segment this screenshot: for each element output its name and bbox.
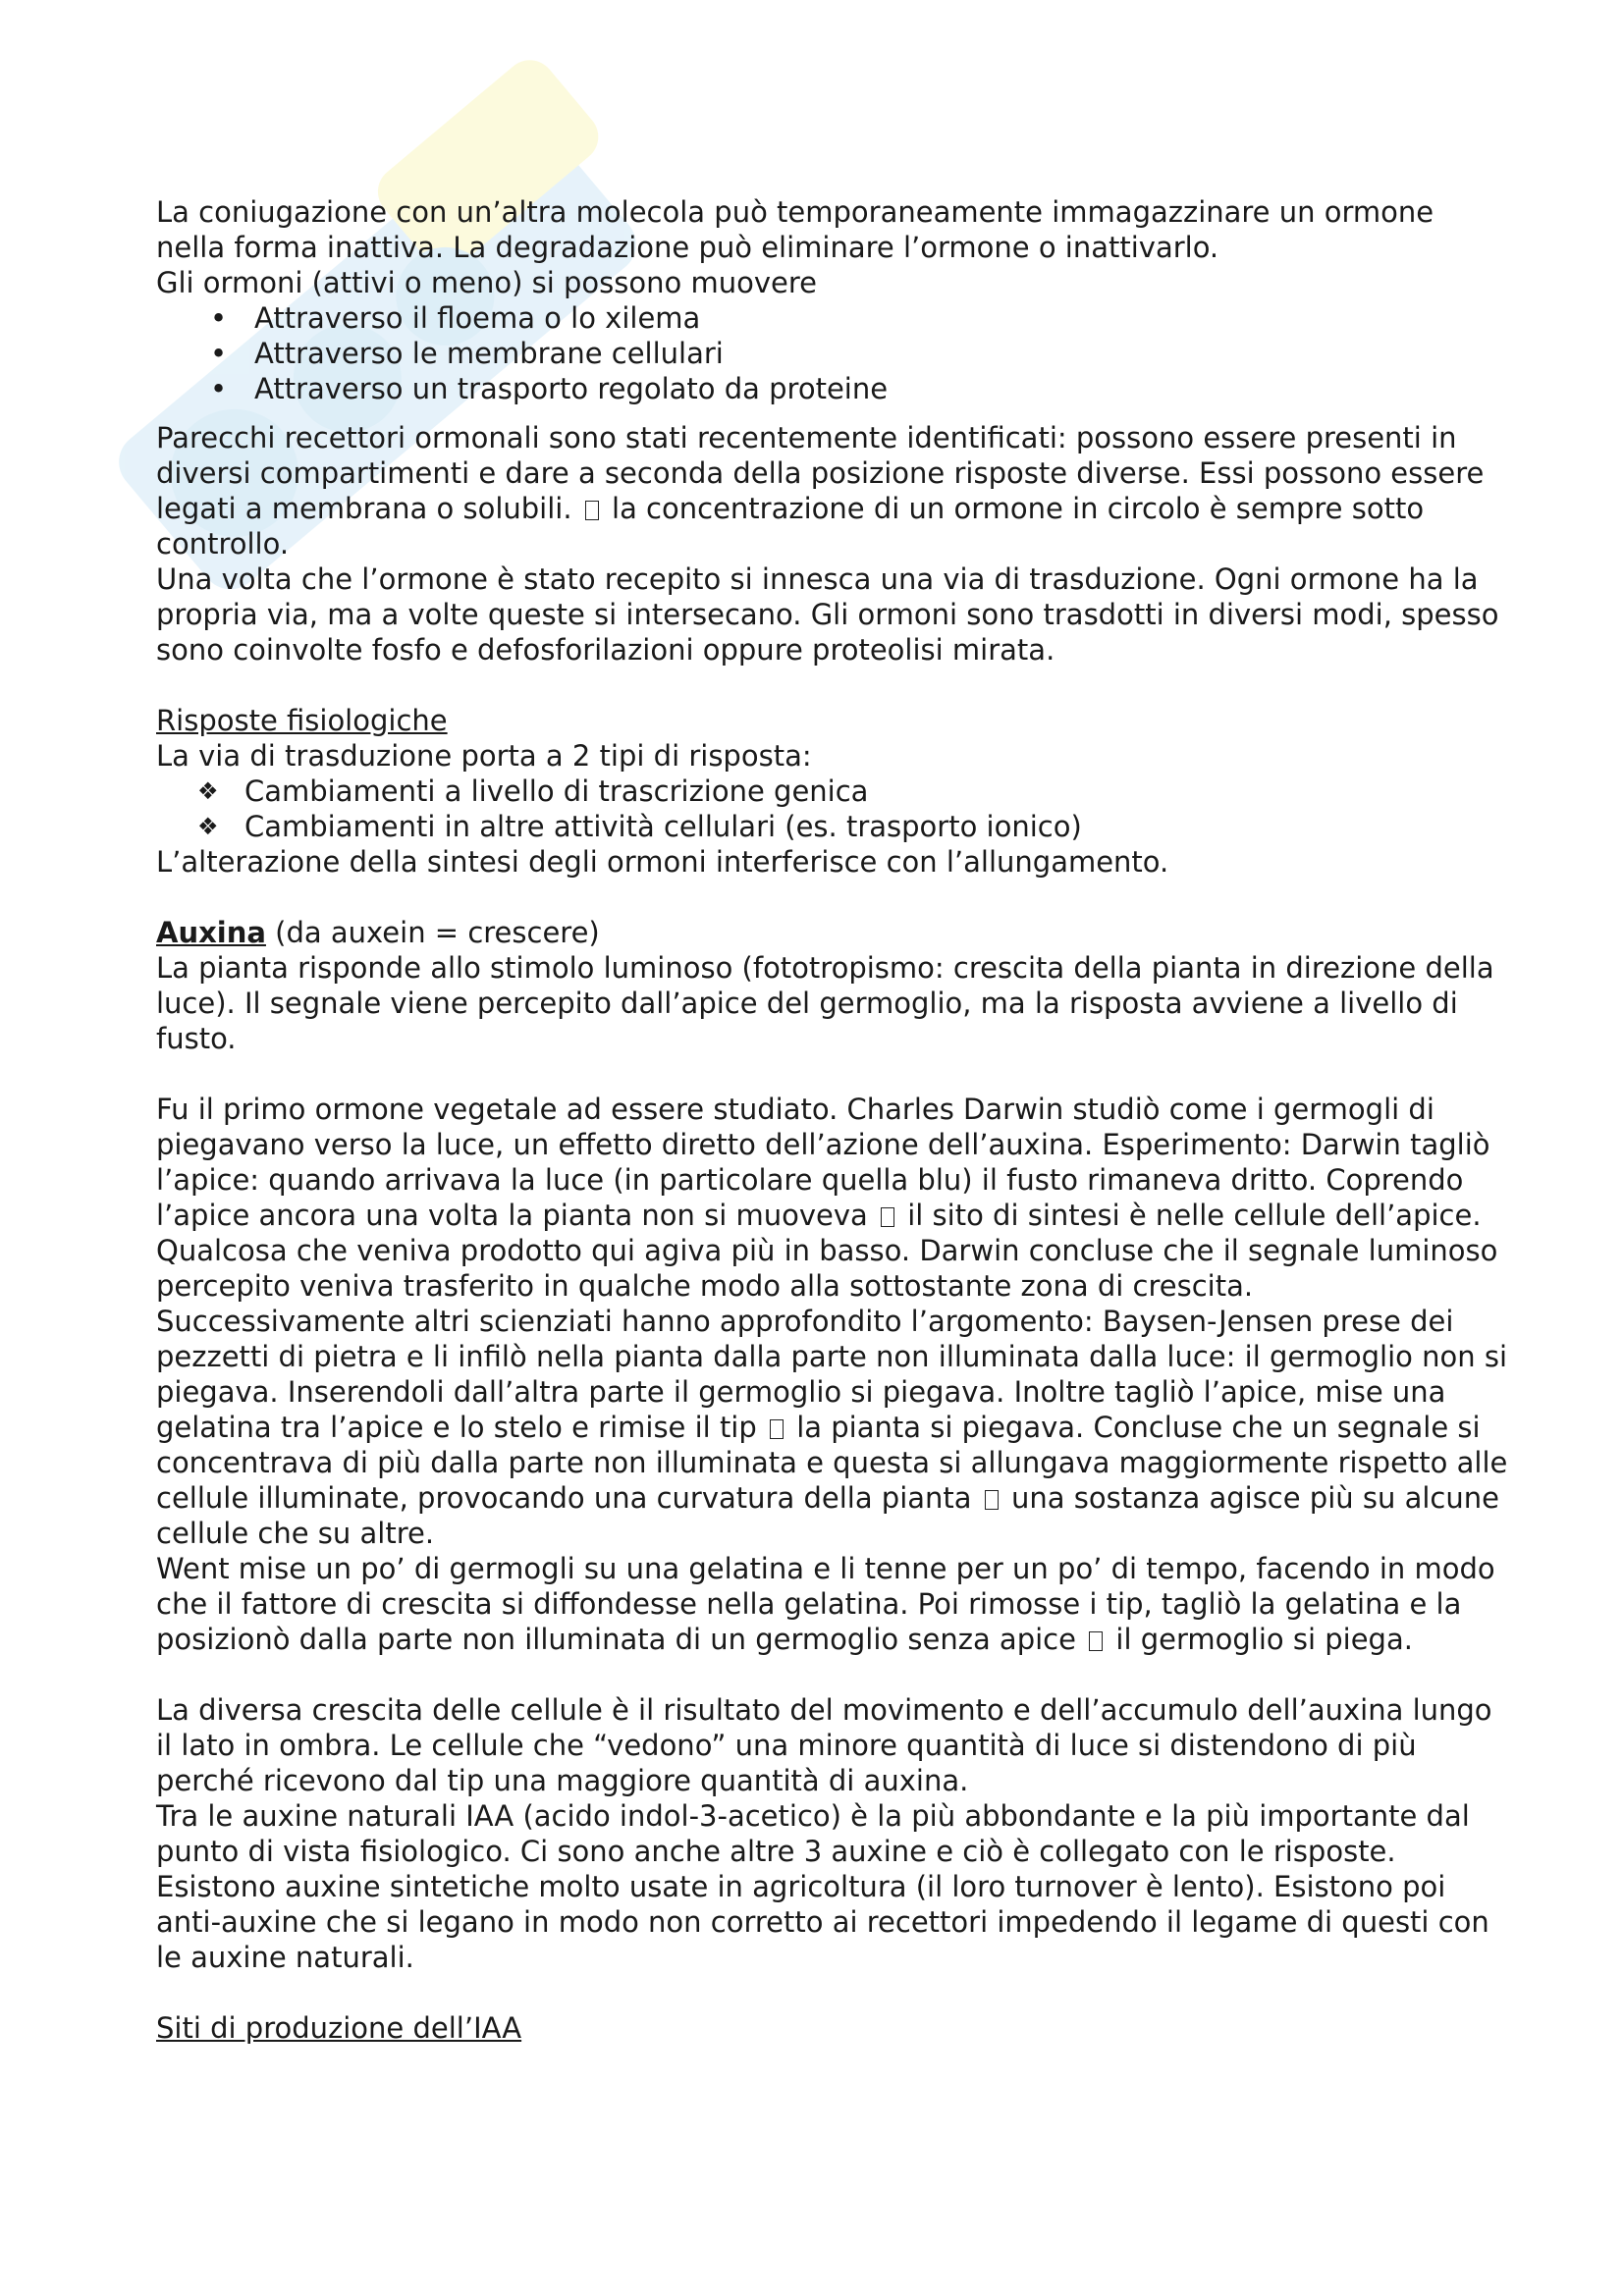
- paragraph-risposte-outro: L’alterazione della sintesi degli ormoni interferisce con l’allungamento.: [156, 845, 1169, 879]
- paragraph-trasduzione: Una volta che l’ormone è stato recepito si innesca una via di trasduzione. Ogni ormone ha la propria via, ma a volte queste si intersecano. Gli ormoni sono trasdotti in diversi modi, spesso sono coinvolte fosfo e defosforilazioni oppure proteolisi mirata.: [156, 562, 1499, 667]
- arrow-glyph-icon: [985, 1490, 999, 1510]
- list-item: • Attraverso le membrane cellulari: [156, 336, 1511, 371]
- paragraph-darwin: Fu il primo ormone vegetale ad essere studiato. Charles Darwin studiò come i germogli di piegavano verso la luce, un effetto diretto dell’azione dell’auxina. Esperimento: Darwin tagliò l’apice: quando arrivava la luce (in particolare quella blu) il fusto rimaneva dritto. Coprendo l’apice ancora una volta la pianta non si muoveva il sito di sintesi è nelle cellule dell’apice. Qualcosa che veniva prodotto qui agiva più in basso. Darwin concluse che il segnale luminoso percepito veniva trasferito in qualche modo alla sottostante zona di crescita.: [156, 1093, 1498, 1303]
- list-item: • Attraverso un trasporto regolato da proteine: [156, 371, 1511, 406]
- paragraph-baysen-jensen: Successivamente altri scienziati hanno approfondito l’argomento: Baysen-Jensen prese dei pezzetti di pietra e li infilò nella pianta dalla parte non illuminata dalla luce: il germoglio non si piegava. Inserendoli dall’altra parte il germoglio si piegava. Inoltre tagliò l’apice, mise una gelatina tra l’apice e lo stelo e rimise il tip la pianta si piegava. Concluse che un segnale si concentrava di più dalla parte non illuminata e questa si allungava maggiormente rispetto alle cellule illuminate, provocando una curvatura della pianta una sostanza agisce più su alcune cellule che su altre.: [156, 1305, 1508, 1550]
- paragraph-auxine-naturali: Tra le auxine naturali IAA (acido indol-3-acetico) è la più abbondante e la più importante dal punto di vista fisiologico. Ci sono anche altre 3 auxine e ciò è collegato con le risposte. Esistono auxine sintetiche molto usate in agricoltura (il loro turnover è lento). Esistono poi anti-auxine che si legano in modo non corretto ai recettori impedendo il legame di questi con le auxine naturali.: [156, 1799, 1489, 1974]
- paragraph-crescita-cellule: La diversa crescita delle cellule è il risultato del movimento e dell’accumulo dell’auxina lungo il lato in ombra. Le cellule che “vedono” una minore quantità di luce si distendono di più perché ricevono dal tip una maggiore quantità di auxina.: [156, 1693, 1492, 1797]
- heading-auxina: Auxina (da auxein = crescere): [156, 916, 600, 949]
- heading-risposte-fisiologiche: Risposte fisiologiche: [156, 704, 448, 737]
- list-item: ❖ Cambiamenti in altre attività cellulari (es. trasporto ionico): [156, 809, 1511, 844]
- document-page: [156, 194, 1511, 2046]
- paragraph-risposte-intro: La via di trasduzione porta a 2 tipi di risposta:: [156, 739, 812, 773]
- list-item: ❖ Cambiamenti a livello di trascrizione genica: [156, 774, 1511, 809]
- paragraph-went: Went mise un po’ di germogli su una gelatina e li tenne per un po’ di tempo, facendo in modo che il fattore di crescita si diffondesse nella gelatina. Poi rimosse i tip, tagliò la gelatina e la posizionò dalla parte non illuminata di un germoglio senza apice il germoglio si piega.: [156, 1552, 1495, 1656]
- paragraph-movimento-ormoni: Gli ormoni (attivi o meno) si possono muovere: [156, 266, 817, 299]
- arrow-glyph-icon: [881, 1207, 894, 1227]
- arrow-glyph-icon: [1089, 1631, 1103, 1651]
- arrow-glyph-icon: [585, 501, 599, 520]
- bullet-list-movimento: [156, 300, 1511, 406]
- paragraph-fototropismo: La pianta risponde allo stimolo luminoso (fototropismo: crescita della pianta in direzione della luce). Il segnale viene percepito dall’apice del germoglio, ma la risposta avviene a livello di fusto.: [156, 951, 1494, 1055]
- list-item: • Attraverso il floema o lo xilema: [156, 300, 1511, 336]
- heading-siti-produzione: Siti di produzione dell’IAA: [156, 2011, 522, 2045]
- paragraph-recettori: Parecchi recettori ormonali sono stati recentemente identificati: possono essere presenti in diversi compartimenti e dare a seconda della posizione risposte diverse. Essi possono essere legati a membrana o solubili. la concentrazione di un ormone in circolo è sempre sotto controllo.: [156, 421, 1485, 561]
- arrow-glyph-icon: [770, 1419, 784, 1439]
- diamond-list-risposte: [156, 774, 1511, 844]
- paragraph-coniugazione: La coniugazione con un’altra molecola può temporaneamente immagazzinare un ormone nella forma inattiva. La degradazione può eliminare l’ormone o inattivarlo.: [156, 195, 1434, 264]
